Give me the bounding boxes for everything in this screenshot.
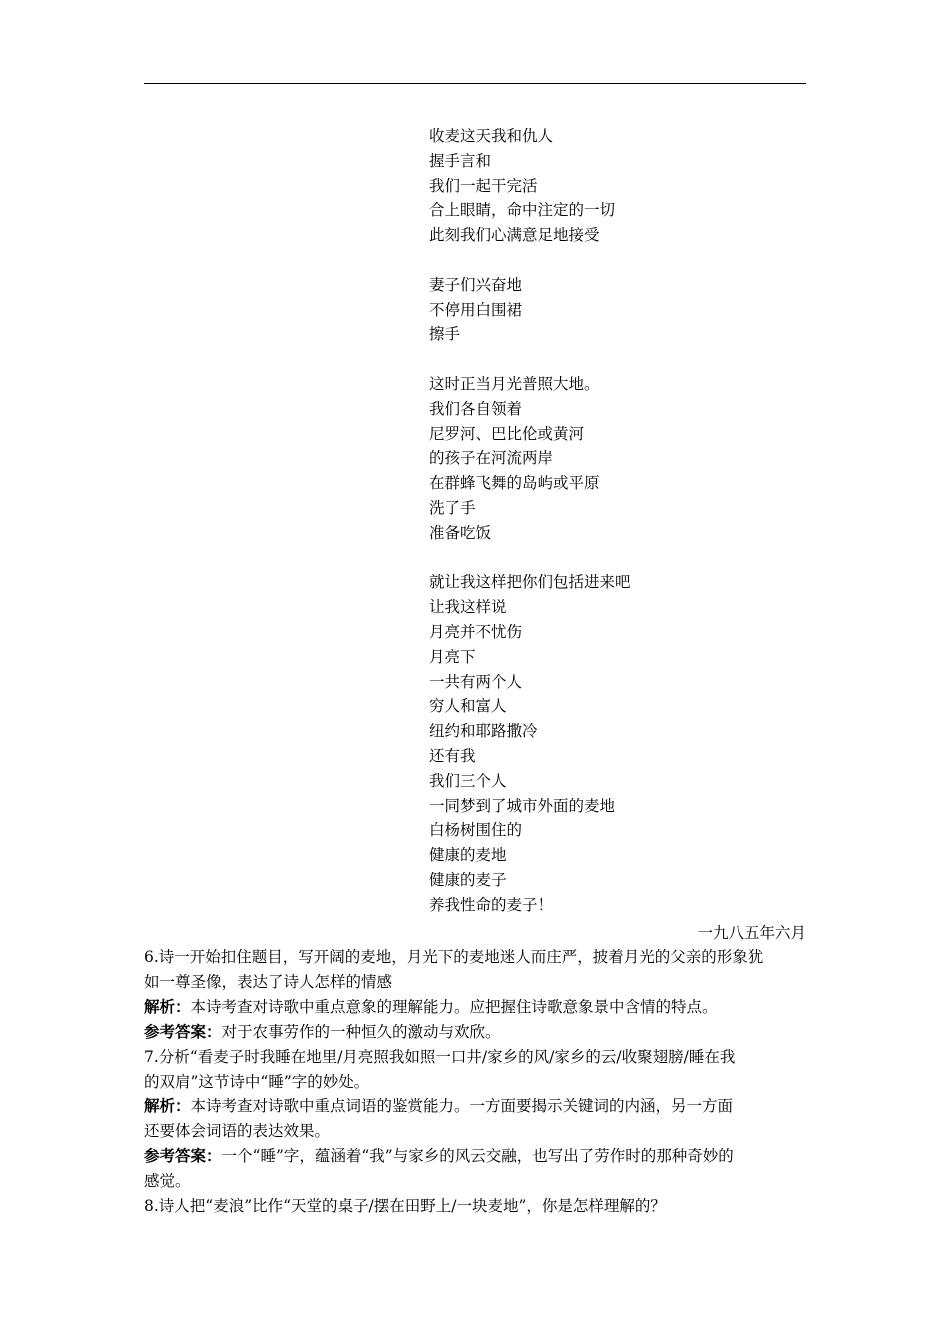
analysis	[144, 1094, 814, 1119]
answer-text: 感觉。	[144, 1172, 191, 1191]
poem-date: 一九八五年六月	[697, 924, 806, 942]
answer-label: 参考答案：	[144, 1021, 222, 1041]
analysis-text: 本诗考查对诗歌中重点词语的鉴赏能力。一方面要揭示关键词的内涵，另一方面	[190, 1097, 734, 1116]
poem-line: 穷人和富人	[429, 697, 507, 716]
answer-label: 参考答案：	[144, 1146, 222, 1166]
poem-line: 尼罗河、巴比伦或黄河	[429, 424, 585, 443]
poem-line: 月亮下	[429, 647, 476, 666]
question-text: 6.诗一开始扣住题目，写开阔的麦地，月光下的麦地迷人而庄严，披着月光的父亲的形象犹	[144, 948, 764, 966]
stanza-break	[429, 546, 809, 571]
poem-line: 不停用白围裙	[429, 300, 523, 319]
poem-line: 我们三个人	[429, 771, 507, 790]
poem-line: 的孩子在河流两岸	[429, 449, 554, 468]
header-rule	[144, 83, 806, 84]
question-7	[144, 1045, 814, 1194]
answer	[144, 1144, 814, 1169]
poem-line: 我们各自领着	[429, 399, 523, 418]
stanza-break	[429, 248, 809, 273]
stanza-2	[429, 273, 809, 347]
poem-line: 就让我这样把你们包括进来吧	[429, 573, 631, 592]
stanza-break	[429, 347, 809, 372]
poem-line: 健康的麦地	[429, 846, 507, 865]
poem-line: 合上眼睛，命中注定的一切	[429, 201, 616, 220]
poem-line: 健康的麦子	[429, 870, 507, 889]
stanza-3	[429, 372, 809, 546]
questions	[144, 945, 814, 1219]
question-6	[144, 945, 814, 1045]
question-text: 如一尊圣像，表达了诗人怎样的情感	[144, 972, 393, 991]
poem-line: 还有我	[429, 746, 476, 765]
poem-line: 一同梦到了城市外面的麦地	[429, 796, 616, 815]
question-text: 的双肩”这节诗中“睡”字的妙处。	[144, 1072, 370, 1091]
poem-line: 我们一起干完活	[429, 176, 538, 195]
poem-line: 此刻我们心满意足地接受	[429, 226, 600, 245]
poem-line: 妻子们兴奋地	[429, 275, 523, 294]
poem-line: 让我这样说	[429, 598, 507, 617]
poem-line: 准备吃饭	[429, 523, 492, 542]
poem-line: 这时正当月光普照大地。	[429, 374, 600, 393]
analysis-label: 解析：	[144, 996, 191, 1016]
poem	[429, 124, 809, 918]
stanza-4	[429, 570, 809, 917]
poem-line: 一共有两个人	[429, 672, 523, 691]
question-8	[144, 1194, 814, 1219]
stanza-1	[429, 124, 809, 248]
question-text: 7.分析“看麦子时我睡在地里/月亮照我如照一口井/家乡的风/家乡的云/收聚翅膀/睡在我	[144, 1047, 736, 1066]
poem-line: 握手言和	[429, 151, 492, 170]
analysis	[144, 995, 814, 1020]
answer-text: 一个“睡”字，蕴涵着“我”与家乡的风云交融，也写出了劳作时的那种奇妙的	[221, 1147, 734, 1166]
poem-line: 白杨树围住的	[429, 821, 523, 840]
question-text: 8.诗人把“麦浪”比作“天堂的桌子/摆在田野上/一块麦地”，你是怎样理解的？	[144, 1197, 666, 1216]
analysis-text: 本诗考查对诗歌中重点意象的理解能力。应把握住诗歌意象景中含情的特点。	[190, 997, 718, 1016]
answer	[144, 1020, 814, 1045]
poem-line: 月亮并不忧伤	[429, 622, 523, 641]
poem-line: 擦手	[429, 325, 461, 344]
poem-line: 纽约和耶路撒冷	[429, 722, 538, 741]
poem-line: 洗了手	[429, 498, 476, 517]
answer-text: 对于农事劳作的一种恒久的激动与欢欣。	[221, 1022, 501, 1041]
analysis-text: 还要体会词语的表达效果。	[144, 1122, 331, 1141]
poem-line: 收麦这天我和仇人	[429, 127, 554, 145]
poem-line: 养我性命的麦子！	[429, 895, 554, 914]
analysis-label: 解析：	[144, 1096, 191, 1116]
poem-line: 在群蜂飞舞的岛屿或平原	[429, 474, 600, 493]
